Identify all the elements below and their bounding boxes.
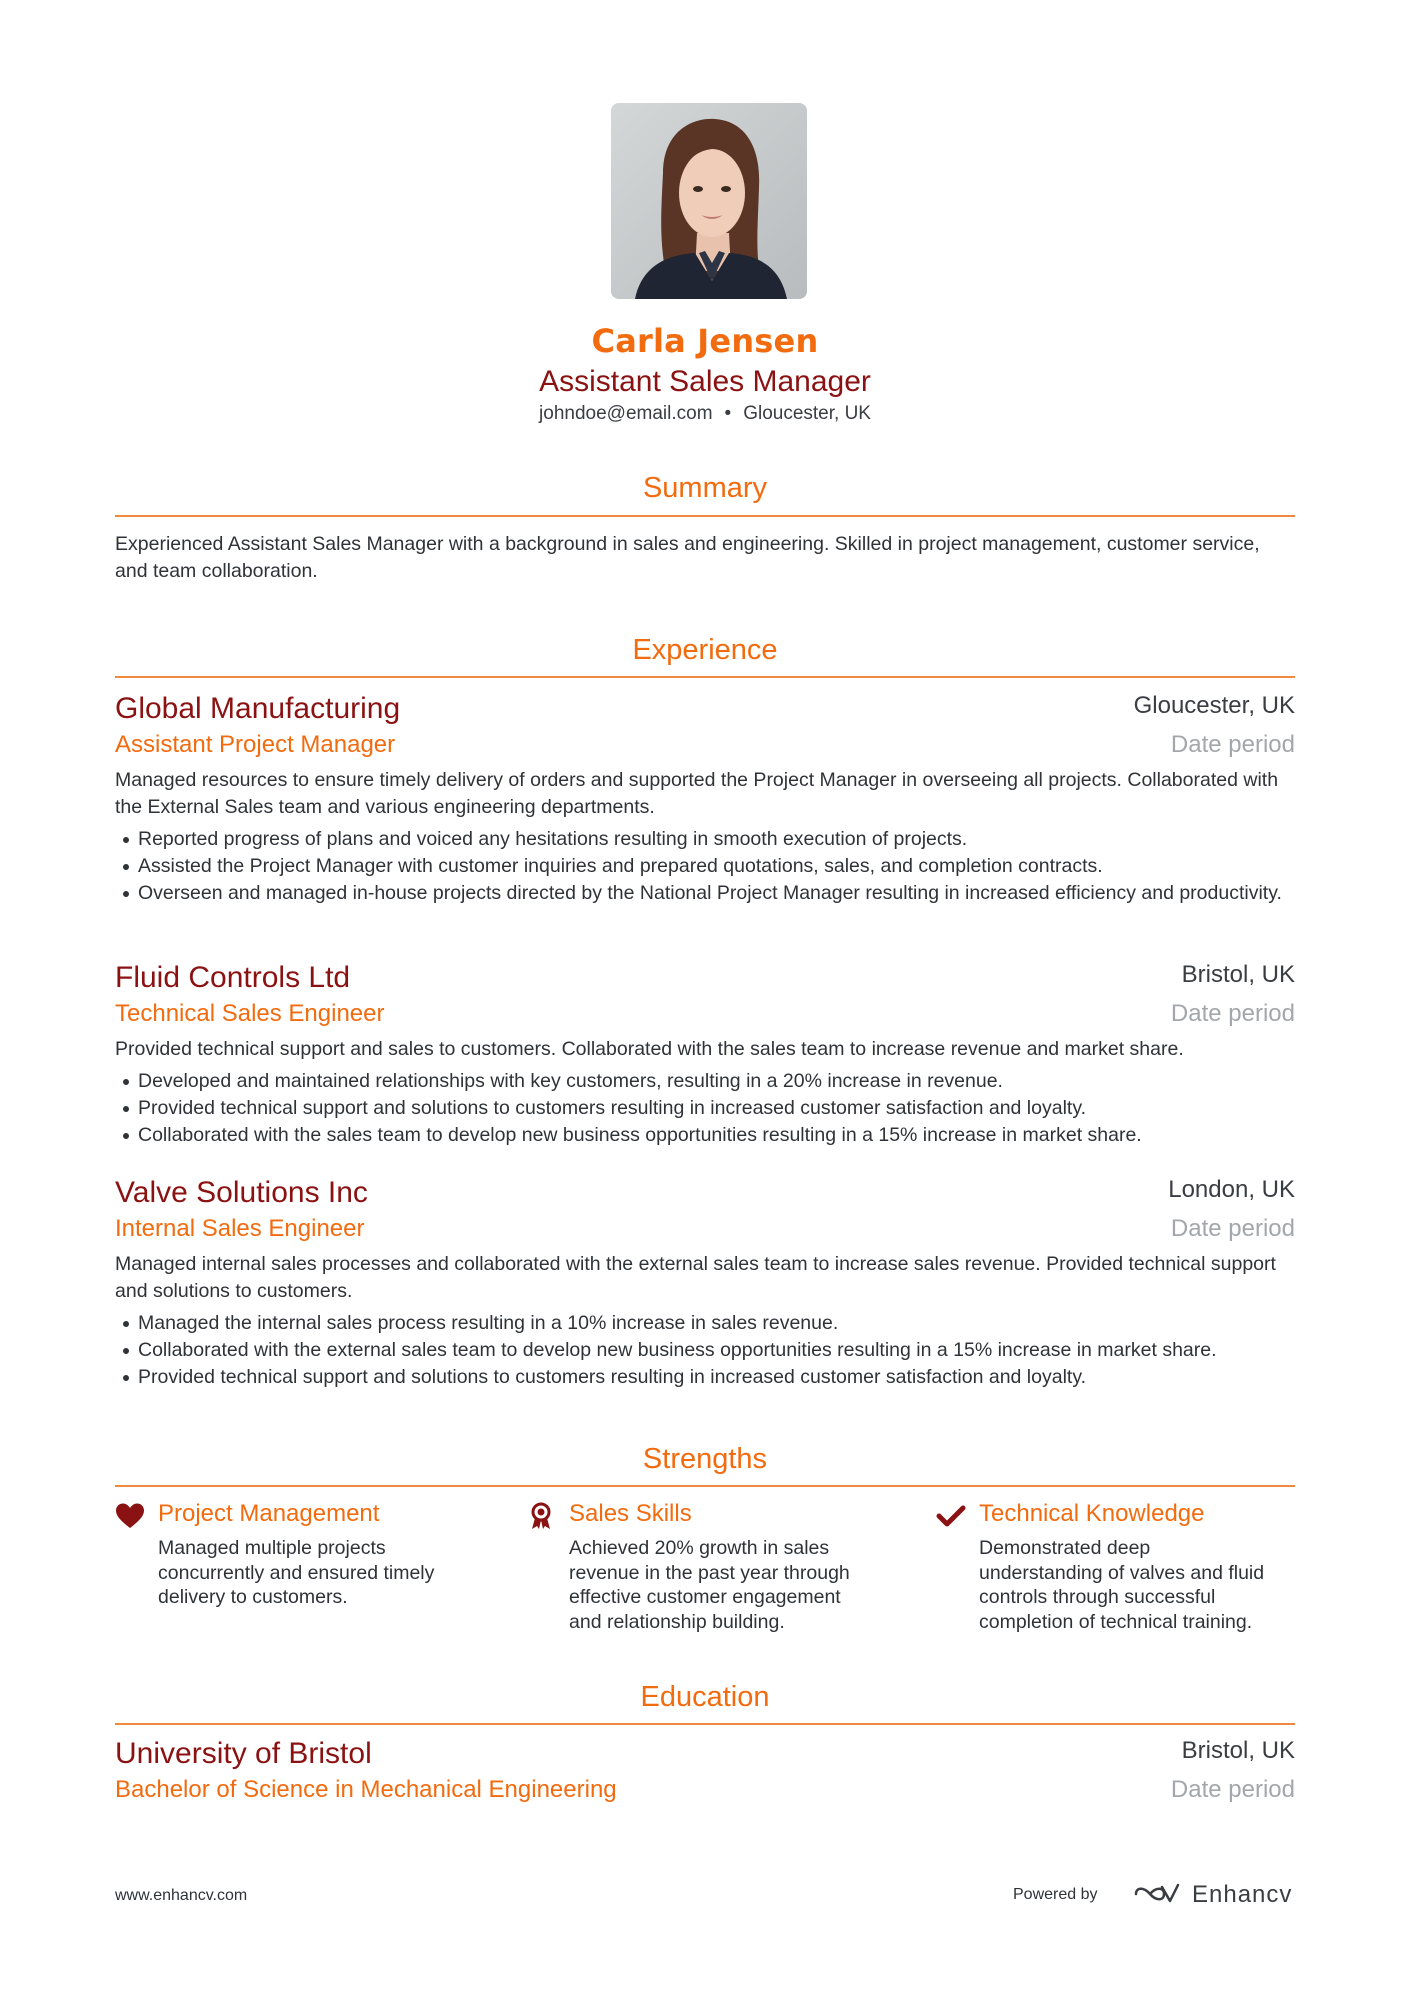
experience-description: Managed internal sales processes and collaborated with the external sales team to increase sales revenue. Provided technical support and solutions to customers. bbox=[115, 1253, 1276, 1302]
experience-bullet: Developed and maintained relationships with key customers, resulting in a 20% increase in revenue. bbox=[115, 1068, 1295, 1095]
experience-bullet: Provided technical support and solutions to customers resulting in increased customer satisfaction and loyalty. bbox=[115, 1095, 1295, 1122]
experience-period: Date period bbox=[1170, 1000, 1295, 1027]
experience-bullet: Managed the internal sales process resulting in a 10% increase in sales revenue. bbox=[115, 1310, 1295, 1337]
strength-description: Demonstrated deep understanding of valves and fluid controls through successful completion of technical training. bbox=[979, 1537, 1265, 1633]
experience-period: Date period bbox=[1170, 731, 1295, 758]
experience-location: Gloucester, UK bbox=[1133, 692, 1295, 719]
experience-role: Internal Sales Engineer bbox=[115, 1215, 365, 1242]
experience-location: London, UK bbox=[1168, 1176, 1295, 1203]
contact-email[interactable]: johndoe@email.com bbox=[539, 403, 713, 424]
education-degree: Bachelor of Science in Mechanical Engineering bbox=[115, 1776, 617, 1803]
experience-bullet: Collaborated with the external sales team to develop new business opportunities resulting in a 15% increase in market share. bbox=[115, 1337, 1295, 1364]
education-institution: University of Bristol bbox=[115, 1737, 372, 1770]
summary-heading: Summary bbox=[642, 472, 768, 504]
strength-description: Achieved 20% growth in sales revenue in the past year through effective customer engagement and relationship building. bbox=[569, 1537, 850, 1633]
education-period: Date period bbox=[1170, 1776, 1295, 1803]
experience-divider bbox=[115, 676, 1295, 678]
strength-title: Project Management bbox=[158, 1500, 380, 1527]
strength-description: Managed multiple projects concurrently and ensured timely delivery to customers. bbox=[158, 1537, 435, 1608]
experience-bullet: Provided technical support and solutions to customers resulting in increased customer satisfaction and loyalty. bbox=[115, 1364, 1295, 1391]
footer-url[interactable]: www.enhancv.com bbox=[115, 1887, 248, 1904]
heart-icon bbox=[115, 1502, 145, 1530]
education-location: Bristol, UK bbox=[1181, 1737, 1295, 1764]
education-heading: Education bbox=[640, 1681, 770, 1713]
experience-period: Date period bbox=[1170, 1215, 1295, 1242]
summary-text: Experienced Assistant Sales Manager with a background in sales and engineering. Skilled in project management, customer service, and team collaboration. bbox=[115, 533, 1260, 582]
experience-company: Fluid Controls Ltd bbox=[115, 961, 351, 994]
footer-powered-by: Powered by bbox=[1013, 1886, 1098, 1903]
experience-location: Bristol, UK bbox=[1181, 961, 1295, 988]
strengths-heading: Strengths bbox=[642, 1443, 768, 1475]
experience-heading: Experience bbox=[632, 634, 778, 666]
contact-location: Gloucester, UK bbox=[743, 403, 871, 424]
summary-divider bbox=[115, 515, 1295, 517]
contact-separator: • bbox=[724, 403, 732, 424]
enhancv-logo-text: Enhancv bbox=[1192, 1881, 1293, 1908]
experience-bullets bbox=[115, 1310, 1295, 1391]
experience-bullet: Collaborated with the sales team to develop new business opportunities resulting in a 15% increase in market share. bbox=[115, 1122, 1295, 1149]
strength-title: Sales Skills bbox=[569, 1500, 692, 1527]
experience-bullet: Reported progress of plans and voiced any hesitations resulting in smooth execution of projects. bbox=[115, 826, 1295, 853]
experience-bullet: Assisted the Project Manager with customer inquiries and prepared quotations, sales, and completion contracts. bbox=[115, 853, 1295, 880]
experience-description: Provided technical support and sales to customers. Collaborated with the sales team to increase revenue and market share. bbox=[115, 1038, 1184, 1060]
profile-photo bbox=[611, 103, 807, 299]
experience-role: Assistant Project Manager bbox=[115, 731, 396, 758]
experience-company: Valve Solutions Inc bbox=[115, 1176, 368, 1209]
contact-line bbox=[0, 403, 1410, 425]
experience-bullet: Overseen and managed in-house projects directed by the National Project Manager resulting in increased efficiency and productivity. bbox=[115, 880, 1295, 907]
candidate-title: Assistant Sales Manager bbox=[539, 365, 871, 398]
experience-bullets bbox=[115, 826, 1295, 907]
award-icon bbox=[526, 1502, 556, 1530]
profile-photo-image bbox=[611, 103, 807, 299]
experience-company: Global Manufacturing bbox=[115, 692, 401, 725]
education-divider bbox=[115, 1723, 1295, 1725]
experience-role: Technical Sales Engineer bbox=[115, 1000, 385, 1027]
experience-bullets bbox=[115, 1068, 1295, 1149]
checkmark-icon bbox=[936, 1502, 966, 1530]
strengths-divider bbox=[115, 1485, 1295, 1487]
enhancv-logo-icon bbox=[1132, 1881, 1180, 1907]
strength-title: Technical Knowledge bbox=[979, 1500, 1205, 1527]
candidate-name: Carla Jensen bbox=[591, 322, 819, 360]
experience-description: Managed resources to ensure timely delivery of orders and supported the Project Manager in overseeing all projects. Collaborated with the External Sales team and various engineering departments. bbox=[115, 769, 1279, 818]
